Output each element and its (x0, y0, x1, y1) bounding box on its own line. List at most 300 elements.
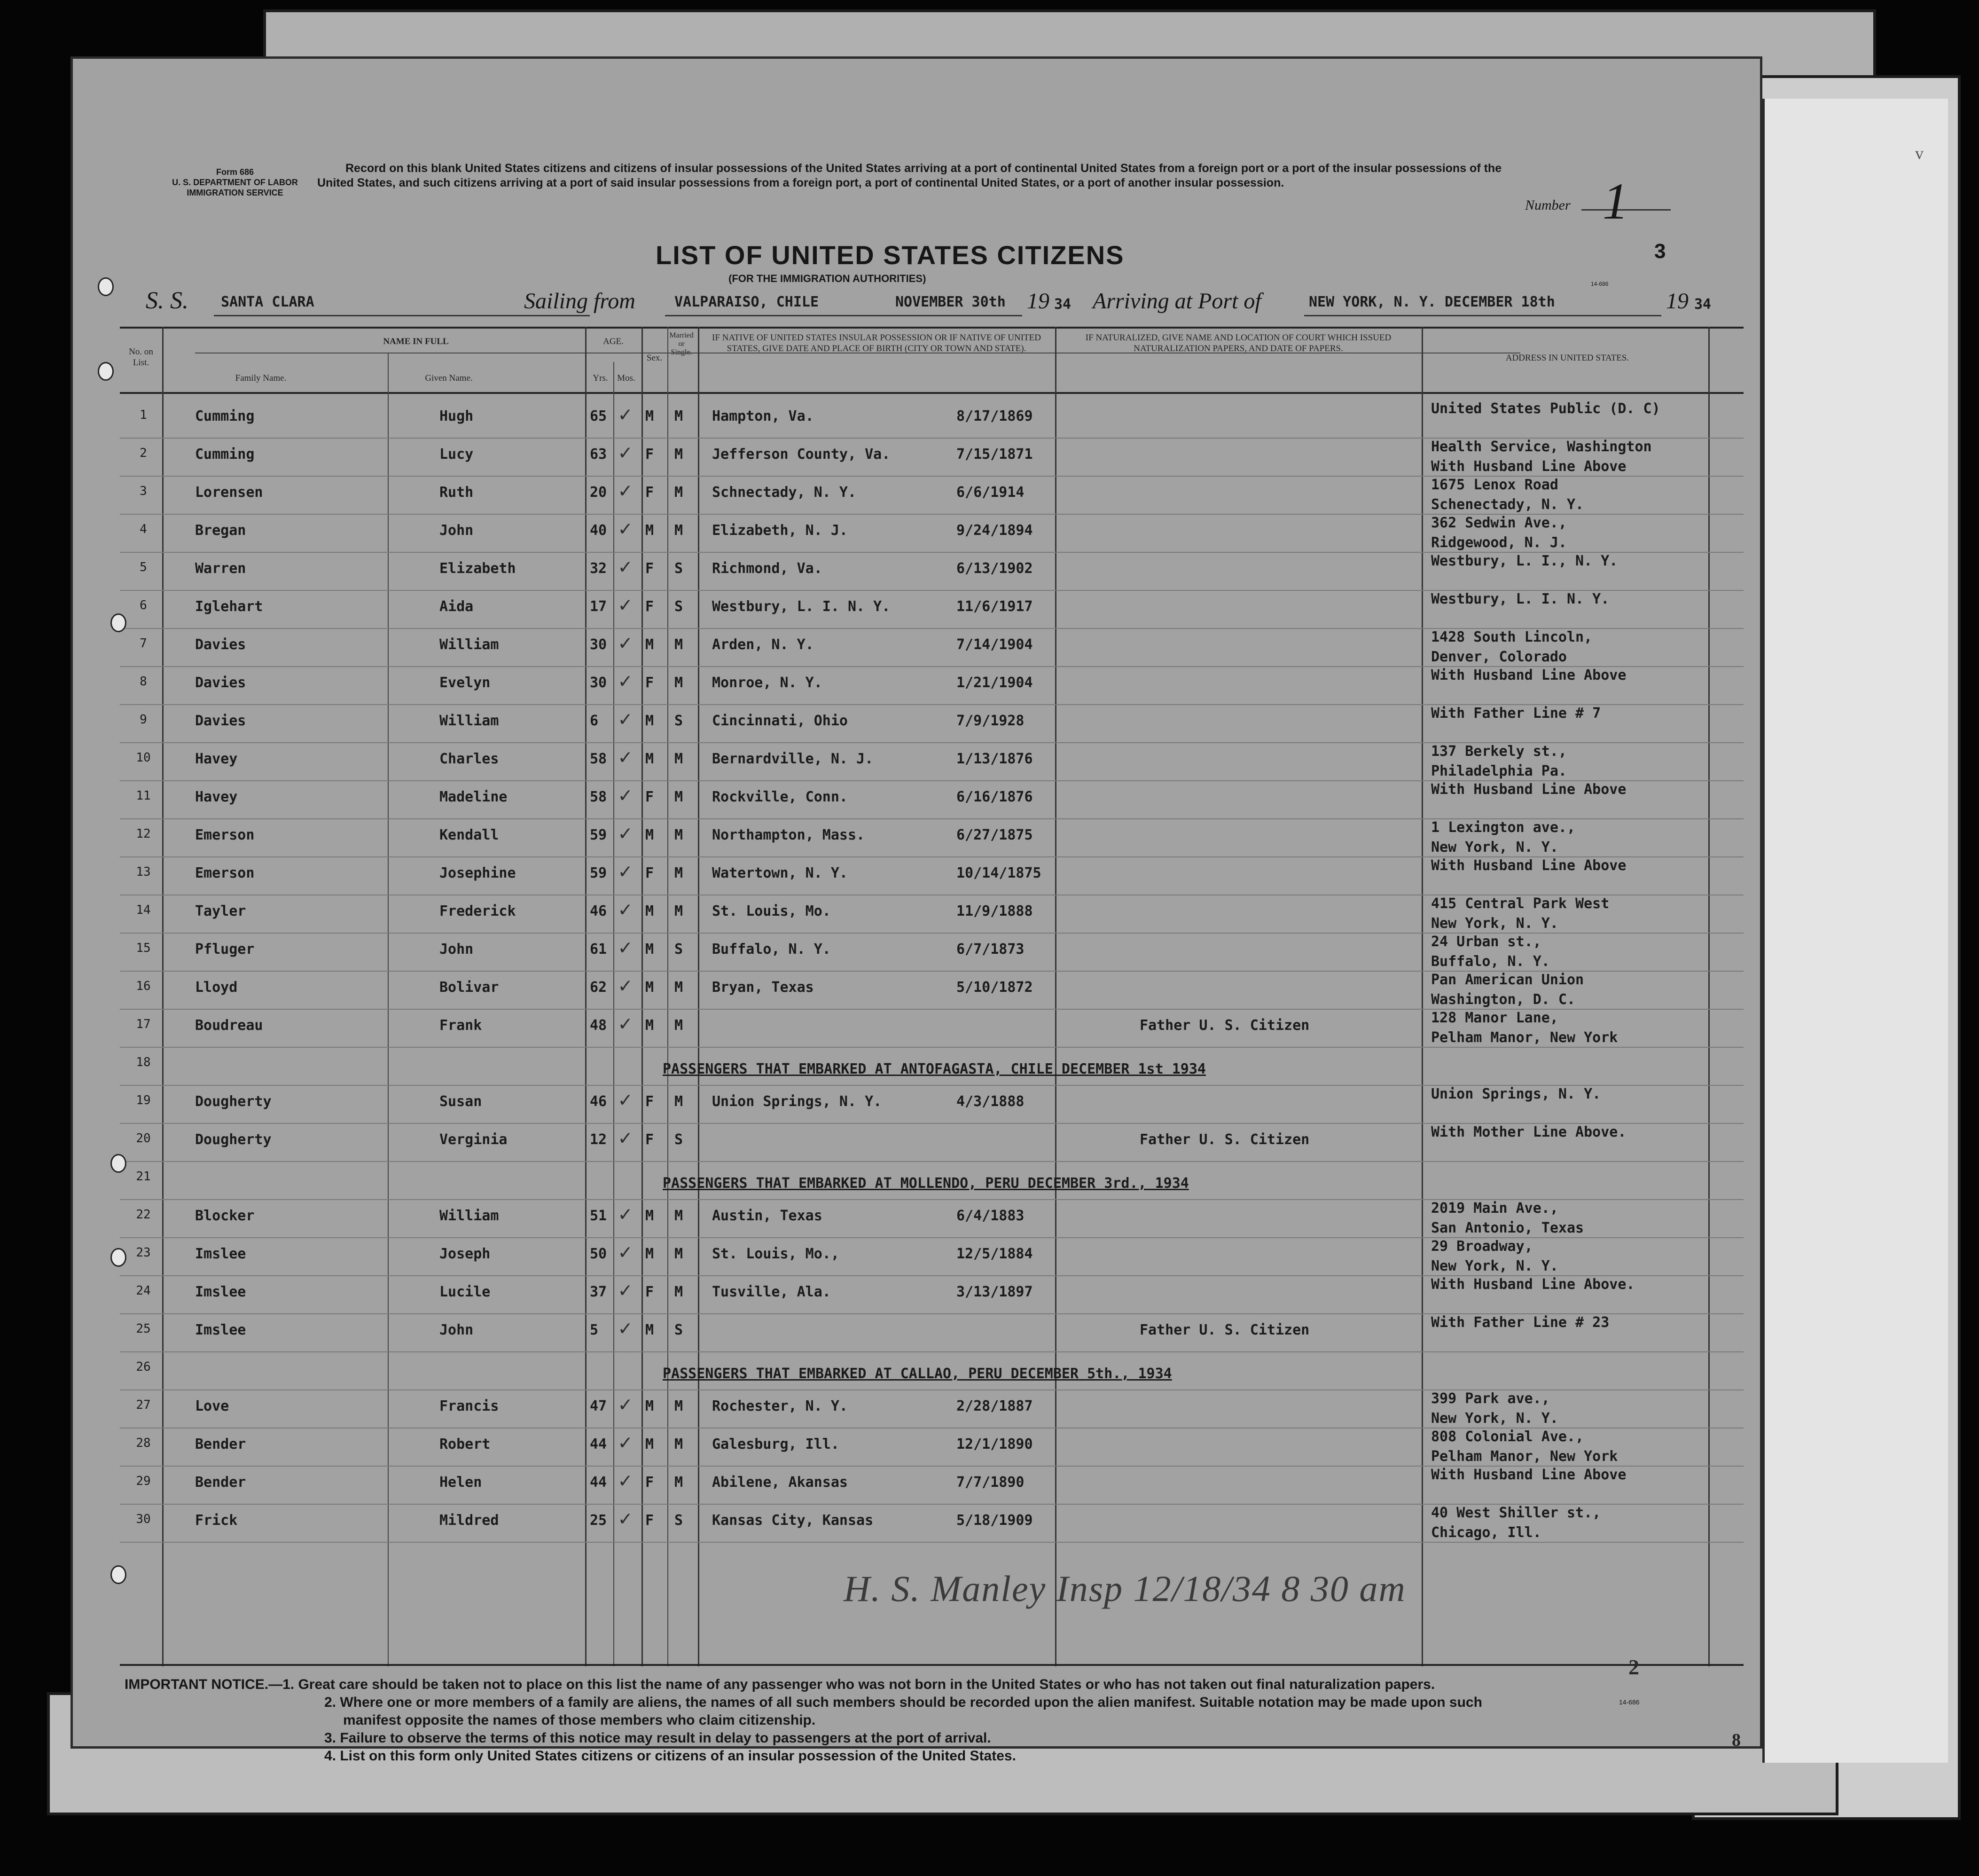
cell-sex: M (645, 1322, 654, 1338)
cell-marital-status: M (674, 636, 683, 653)
cell-sex: M (645, 941, 654, 958)
cell-address-line-2: New York, N. Y. (1431, 839, 1558, 856)
cell-address-line-1: 1675 Lenox Road (1431, 477, 1558, 493)
cell-birth-place: Tusville, Ala. (712, 1284, 831, 1300)
cell-birth-place: St. Louis, Mo., (712, 1246, 839, 1262)
table-row (120, 704, 1744, 743)
table-row (120, 1237, 1744, 1276)
cell-given-name: Elizabeth (439, 560, 516, 577)
cell-marital-status: M (674, 1093, 683, 1110)
cell-birth-date: 8/17/1869 (956, 408, 1033, 424)
table-row (120, 552, 1744, 591)
cell-given-name: William (439, 1208, 499, 1224)
cell-given-name: Josephine (439, 865, 516, 881)
cell-address-line-2: With Husband Line Above (1431, 458, 1627, 475)
cell-age-years: 62 (590, 979, 607, 996)
cell-marital-status: M (674, 446, 683, 463)
cell-address-line-1: Westbury, L. I. N. Y. (1431, 591, 1610, 607)
table-row (120, 895, 1744, 934)
cell-age-years: 44 (590, 1474, 607, 1491)
ship-name: SANTA CLARA (221, 294, 314, 310)
cell-list-number: 21 (136, 1170, 151, 1184)
cell-family-name: Imslee (195, 1246, 246, 1262)
check-mark-icon: ✓ (619, 1278, 632, 1302)
cell-birth-date: 7/15/1871 (956, 446, 1033, 463)
cell-list-number: 12 (136, 827, 151, 841)
cell-age-years: 58 (590, 751, 607, 767)
cell-family-name: Dougherty (195, 1093, 272, 1110)
cell-sex: M (645, 1398, 654, 1414)
table-row (120, 1199, 1744, 1238)
cell-sex: F (645, 865, 654, 881)
section-heading: PASSENGERS THAT EMBARKED AT ANTOFAGASTA, CHILE DECEMBER 1st 1934 (663, 1061, 1206, 1077)
arrival-year: 34 (1694, 296, 1712, 313)
cell-age-years: 30 (590, 675, 607, 691)
cell-age-years: 63 (590, 446, 607, 463)
check-mark-icon: ✓ (619, 1316, 632, 1340)
cell-family-name: Davies (195, 675, 246, 691)
cell-marital-status: M (674, 1017, 683, 1034)
cell-list-number: 24 (136, 1284, 151, 1298)
cell-family-name: Warren (195, 560, 246, 577)
notice-item-4: 4. List on this form only United States citizens or citizens of an insular possession of the United States. (324, 1748, 1016, 1764)
cell-list-number: 11 (136, 789, 151, 803)
cell-age-years: 61 (590, 941, 607, 958)
header-address: ADDRESS IN UNITED STATES. (1505, 353, 1629, 363)
cell-sex: F (645, 789, 654, 805)
cell-birth-date: 6/6/1914 (956, 484, 1025, 501)
form-number: Form 686 (216, 167, 254, 177)
cell-address-line-1: 399 Park ave., (1431, 1390, 1550, 1407)
cell-age-years: 37 (590, 1284, 607, 1300)
cell-list-number: 9 (140, 713, 147, 727)
cell-age-years: 48 (590, 1017, 607, 1034)
table-row (120, 1047, 1744, 1086)
table-row (120, 1389, 1744, 1429)
table-row (120, 1351, 1744, 1390)
cell-sex: M (645, 1017, 654, 1034)
cell-address-line-1: 415 Central Park West (1431, 895, 1610, 912)
cell-given-name: Evelyn (439, 675, 491, 691)
sailing-label: Sailing from (524, 289, 635, 314)
cell-family-name: Imslee (195, 1322, 246, 1338)
cell-birth-place: Schnectady, N. Y. (712, 484, 857, 501)
cell-list-number: 15 (136, 941, 151, 955)
table-row (120, 1161, 1744, 1200)
cell-birth-place: Buffalo, N. Y. (712, 941, 831, 958)
cell-naturalization: Father U. S. Citizen (1140, 1322, 1310, 1338)
cell-age-years: 25 (590, 1512, 607, 1529)
check-mark-icon: ✓ (619, 1088, 632, 1112)
header-married-single: Married or Single. (669, 331, 694, 356)
cell-marital-status: M (674, 751, 683, 767)
cell-age-years: 58 (590, 789, 607, 805)
table-row (120, 856, 1744, 895)
cell-address-line-1: 128 Manor Lane, (1431, 1010, 1558, 1026)
cell-marital-status: M (674, 675, 683, 691)
cell-family-name: Bender (195, 1474, 246, 1491)
cell-sex: F (645, 1131, 654, 1148)
cell-given-name: William (439, 713, 499, 729)
cell-marital-status: S (674, 1131, 683, 1148)
cell-birth-place: Galesburg, Ill. (712, 1436, 839, 1452)
cell-list-number: 7 (140, 636, 147, 651)
cell-birth-place: Elizabeth, N. J. (712, 522, 848, 539)
cell-birth-place: Northampton, Mass. (712, 827, 865, 843)
cell-family-name: Lorensen (195, 484, 263, 501)
cell-family-name: Cumming (195, 408, 255, 424)
cell-birth-place: Rochester, N. Y. (712, 1398, 848, 1414)
check-mark-icon: ✓ (619, 593, 632, 617)
cell-marital-status: M (674, 1436, 683, 1452)
table-row (120, 1123, 1744, 1162)
cell-sex: F (645, 1093, 654, 1110)
page-subtitle: (FOR THE IMMIGRATION AUTHORITIES) (728, 273, 926, 284)
cell-marital-status: M (674, 1284, 683, 1300)
cell-age-years: 50 (590, 1246, 607, 1262)
cell-birth-date: 1/21/1904 (956, 675, 1033, 691)
cell-given-name: Kendall (439, 827, 499, 843)
header-age: AGE. (603, 337, 624, 346)
cell-birth-date: 6/4/1883 (956, 1208, 1025, 1224)
table-row (120, 400, 1744, 439)
departure-port: VALPARAISO, CHILE (674, 294, 819, 310)
cell-naturalization: Father U. S. Citizen (1140, 1017, 1310, 1034)
header-years: Yrs. (593, 373, 608, 383)
arriving-label: Arriving at Port of (1093, 289, 1261, 314)
cell-address-line-2: Denver, Colorado (1431, 649, 1567, 665)
cell-address-line-2: New York, N. Y. (1431, 1410, 1558, 1427)
cell-list-number: 29 (136, 1474, 151, 1488)
cell-given-name: Francis (439, 1398, 499, 1414)
cell-birth-date: 6/27/1875 (956, 827, 1033, 843)
check-mark-icon: ✓ (619, 1240, 632, 1264)
cell-family-name: Havey (195, 789, 238, 805)
cell-address-line-2: Buffalo, N. Y. (1431, 953, 1550, 970)
cell-given-name: William (439, 636, 499, 653)
cell-marital-status: S (674, 598, 683, 615)
cell-family-name: Frick (195, 1512, 238, 1529)
cell-address-line-1: 1 Lexington ave., (1431, 819, 1576, 836)
cell-address-line-1: With Husband Line Above (1431, 781, 1627, 798)
check-mark-icon: ✓ (619, 1507, 632, 1531)
cell-sex: M (645, 827, 654, 843)
cell-list-number: 4 (140, 522, 147, 536)
cell-naturalization: Father U. S. Citizen (1140, 1131, 1310, 1148)
cell-marital-status: M (674, 1398, 683, 1414)
cell-birth-place: Bernardville, N. J. (712, 751, 874, 767)
cell-given-name: Verginia (439, 1131, 508, 1148)
cell-list-number: 27 (136, 1398, 151, 1412)
cell-given-name: Hugh (439, 408, 474, 424)
cell-birth-date: 7/14/1904 (956, 636, 1033, 653)
cell-sex: M (645, 713, 654, 729)
notice-item-3: 3. Failure to observe the terms of this notice may result in delay to passengers at the port of arrival. (324, 1730, 991, 1746)
table-row (120, 971, 1744, 1010)
cell-list-number: 22 (136, 1208, 151, 1222)
cell-address-line-1: With Father Line # 23 (1431, 1314, 1610, 1331)
punch-hole (98, 362, 114, 381)
ss-label: S. S. (146, 287, 188, 314)
section-heading: PASSENGERS THAT EMBARKED AT CALLAO, PERU DECEMBER 5th., 1934 (663, 1366, 1172, 1382)
manifest-table (120, 327, 1744, 1666)
punch-hole (110, 613, 126, 632)
page-number: 3 (1654, 240, 1666, 263)
header-given-name: Given Name. (425, 373, 473, 383)
sail-year: 34 (1054, 296, 1072, 313)
cell-age-years: 12 (590, 1131, 607, 1148)
header-no: No. on List. (129, 347, 153, 368)
cell-birth-place: Bryan, Texas (712, 979, 814, 996)
cell-marital-status: S (674, 1512, 683, 1529)
notice-item-2-continued: manifest opposite the names of those members who claim citizenship. (343, 1712, 816, 1728)
cell-list-number: 14 (136, 903, 151, 917)
cell-birth-date: 12/1/1890 (956, 1436, 1033, 1452)
cell-list-number: 3 (140, 484, 147, 498)
cell-marital-status: M (674, 484, 683, 501)
page-title: LIST OF UNITED STATES CITIZENS (656, 240, 1125, 270)
cell-address-line-2: New York, N. Y. (1431, 1258, 1558, 1274)
check-mark-icon: ✓ (619, 707, 632, 731)
cell-given-name: Lucy (439, 446, 474, 463)
cell-address-line-2: Philadelphia Pa. (1431, 763, 1567, 779)
cell-age-years: 46 (590, 1093, 607, 1110)
cell-birth-place: Watertown, N. Y. (712, 865, 848, 881)
cell-address-line-1: With Husband Line Above. (1431, 1276, 1635, 1293)
cell-birth-place: Monroe, N. Y. (712, 675, 822, 691)
cell-given-name: John (439, 941, 474, 958)
cell-address-line-2: Pelham Manor, New York (1431, 1448, 1618, 1465)
table-row (120, 1275, 1744, 1314)
punch-hole (110, 1565, 126, 1584)
cell-marital-status: M (674, 408, 683, 424)
strip-mark: v (1915, 144, 1924, 163)
cell-marital-status: M (674, 1208, 683, 1224)
cell-sex: F (645, 1474, 654, 1491)
table-row (120, 628, 1744, 667)
cell-birth-place: Jefferson County, Va. (712, 446, 891, 463)
cell-list-number: 28 (136, 1436, 151, 1450)
cell-birth-place: St. Louis, Mo. (712, 903, 831, 919)
table-row (120, 1466, 1744, 1505)
corner-mark: 8 (1732, 1730, 1741, 1750)
check-mark-icon: ✓ (619, 1202, 632, 1226)
check-mark-icon: ✓ (619, 440, 632, 464)
cell-age-years: 17 (590, 598, 607, 615)
check-mark-icon: ✓ (619, 1012, 632, 1036)
cell-list-number: 20 (136, 1131, 151, 1146)
cell-birth-date: 1/13/1876 (956, 751, 1033, 767)
cell-address-line-1: With Mother Line Above. (1431, 1124, 1627, 1140)
form-instructions: Record on this blank United States citizens and citizens of insular possessions of the United States arriving at a port of continental United States from a foreign port or a port of the insular possessions of the United States, and such citizens arriving at a port of said insular possessions from a foreign port, a port of continental United States, or a port of another insular possession. (317, 162, 1502, 189)
check-mark-icon: ✓ (619, 669, 632, 693)
cell-birth-place: Kansas City, Kansas (712, 1512, 874, 1529)
table-row (120, 1504, 1744, 1543)
number-value: 1 (1603, 173, 1628, 230)
ship-line (214, 315, 590, 316)
cell-birth-date: 2/28/1887 (956, 1398, 1033, 1414)
cell-sex: M (645, 751, 654, 767)
cell-birth-date: 11/6/1917 (956, 598, 1033, 615)
table-body (120, 400, 1744, 1659)
cell-family-name: Blocker (195, 1208, 255, 1224)
cell-family-name: Davies (195, 636, 246, 653)
cell-birth-date: 11/9/1888 (956, 903, 1033, 919)
cell-given-name: Aida (439, 598, 474, 615)
cell-birth-place: Arden, N. Y. (712, 636, 814, 653)
cell-address-line-2: Pelham Manor, New York (1431, 1029, 1618, 1046)
cell-marital-status: M (674, 979, 683, 996)
cell-marital-status: S (674, 1322, 683, 1338)
cell-birth-place: Rockville, Conn. (712, 789, 848, 805)
cell-address-line-1: 2019 Main Ave., (1431, 1200, 1558, 1217)
cell-list-number: 23 (136, 1246, 151, 1260)
cell-age-years: 51 (590, 1208, 607, 1224)
cell-birth-date: 4/3/1888 (956, 1093, 1025, 1110)
cell-address-line-1: 137 Berkely st., (1431, 743, 1567, 760)
cell-birth-place: Cincinnati, Ohio (712, 713, 848, 729)
cell-sex: F (645, 446, 654, 463)
sailing-line (665, 315, 1022, 316)
header-sex: Sex. (646, 353, 663, 363)
cell-birth-date: 12/5/1884 (956, 1246, 1033, 1262)
arrival-year-prefix: 19 (1666, 289, 1689, 314)
cell-sex: M (645, 903, 654, 919)
cell-address-line-2: San Antonio, Texas (1431, 1220, 1584, 1236)
cell-given-name: Susan (439, 1093, 482, 1110)
cell-birth-date: 10/14/1875 (956, 865, 1041, 881)
form-header (162, 167, 308, 198)
cell-given-name: Frank (439, 1017, 482, 1034)
cell-address-line-1: Union Springs, N. Y. (1431, 1086, 1601, 1102)
cell-birth-place: Westbury, L. I. N. Y. (712, 598, 891, 615)
cell-list-number: 2 (140, 446, 147, 460)
cell-sex: M (645, 1246, 654, 1262)
cell-given-name: Charles (439, 751, 499, 767)
notice-code: 14-686 (1619, 1698, 1640, 1706)
cell-marital-status: M (674, 827, 683, 843)
sail-year-prefix: 19 (1027, 289, 1049, 314)
notice-line-1 (125, 1676, 1746, 1694)
cell-address-line-2: Chicago, Ill. (1431, 1524, 1541, 1541)
cell-birth-date: 5/10/1872 (956, 979, 1033, 996)
check-mark-icon: ✓ (619, 517, 632, 541)
table-row (120, 1085, 1744, 1124)
check-mark-icon: ✓ (619, 935, 632, 959)
cell-birth-place: Union Springs, N. Y. (712, 1093, 882, 1110)
check-mark-icon: ✓ (619, 1430, 632, 1454)
check-mark-icon: ✓ (619, 631, 632, 655)
cell-family-name: Tayler (195, 903, 246, 919)
cell-family-name: Boudreau (195, 1017, 263, 1034)
cell-given-name: Frederick (439, 903, 516, 919)
adjacent-page-strip (1762, 99, 1948, 1763)
service-name: IMMIGRATION SERVICE (187, 188, 283, 197)
cell-list-number: 25 (136, 1322, 151, 1336)
cell-address-line-1: With Husband Line Above (1431, 667, 1627, 683)
check-mark-icon: ✓ (619, 402, 632, 426)
cell-address-line-1: Westbury, L. I., N. Y. (1431, 553, 1618, 569)
punch-hole (110, 1154, 126, 1173)
cell-birth-date: 7/7/1890 (956, 1474, 1025, 1491)
cell-age-years: 59 (590, 865, 607, 881)
table-row (120, 438, 1744, 477)
cell-birth-date: 6/13/1902 (956, 560, 1033, 577)
cell-marital-status: S (674, 560, 683, 577)
cell-sex: M (645, 522, 654, 539)
manifest-sheet (70, 56, 1762, 1764)
cell-family-name: Cumming (195, 446, 255, 463)
arrival-port: NEW YORK, N. Y. DECEMBER 18th (1309, 294, 1555, 310)
cell-given-name: John (439, 1322, 474, 1338)
check-mark-icon: ✓ (619, 973, 632, 997)
cell-address-line-1: 29 Broadway, (1431, 1238, 1533, 1255)
check-mark-icon: ✓ (619, 555, 632, 579)
cell-address-line-1: With Father Line # 7 (1431, 705, 1601, 722)
cell-list-number: 6 (140, 598, 147, 612)
table-row (120, 1009, 1744, 1048)
cell-age-years: 65 (590, 408, 607, 424)
cell-family-name: Pfluger (195, 941, 255, 958)
table-row (120, 780, 1744, 819)
cell-marital-status: M (674, 1246, 683, 1262)
table-row (120, 742, 1744, 781)
cell-list-number: 18 (136, 1055, 151, 1069)
cell-list-number: 17 (136, 1017, 151, 1031)
cell-address-line-1: 1428 South Lincoln, (1431, 629, 1593, 645)
inspector-signature: H. S. Manley Insp 12/18/34 8 30 am (844, 1568, 1406, 1609)
cell-age-years: 5 (590, 1322, 599, 1338)
cell-list-number: 13 (136, 865, 151, 879)
check-mark-icon: ✓ (619, 1468, 632, 1492)
table-row (120, 514, 1744, 553)
cell-family-name: Love (195, 1398, 229, 1414)
cell-given-name: Helen (439, 1474, 482, 1491)
cell-marital-status: M (674, 789, 683, 805)
cell-address-line-1: 362 Sedwin Ave., (1431, 515, 1567, 531)
check-mark-icon: ✓ (619, 745, 632, 769)
header-months: Mos. (617, 373, 635, 383)
check-mark-icon: ✓ (619, 783, 632, 807)
cell-family-name: Havey (195, 751, 238, 767)
cell-birth-date: 3/13/1897 (956, 1284, 1033, 1300)
cell-list-number: 5 (140, 560, 147, 574)
header-name-in-full: NAME IN FULL (383, 337, 449, 346)
cell-age-years: 44 (590, 1436, 607, 1452)
header-birth: IF NATIVE OF UNITED STATES INSULAR POSSESSION OR IF NATIVE OF UNITED STATES, GIVE DATE AND PLACE OF BIRTH (CITY OR TOWN AND STATE). (712, 333, 1041, 353)
cell-address-line-1: Pan American Union (1431, 972, 1584, 988)
cell-marital-status: M (674, 865, 683, 881)
cell-age-years: 32 (590, 560, 607, 577)
cell-list-number: 10 (136, 751, 151, 765)
table-row (120, 933, 1744, 972)
cell-given-name: John (439, 522, 474, 539)
cell-age-years: 30 (590, 636, 607, 653)
important-notice (125, 1676, 1746, 1765)
cell-list-number: 19 (136, 1093, 151, 1107)
cell-sex: F (645, 1512, 654, 1529)
cell-marital-status: M (674, 903, 683, 919)
cell-sex: F (645, 560, 654, 577)
header-family-name: Family Name. (235, 373, 287, 383)
cell-marital-status: S (674, 713, 683, 729)
cell-sex: F (645, 484, 654, 501)
cell-family-name: Dougherty (195, 1131, 272, 1148)
cell-given-name: Mildred (439, 1512, 499, 1529)
cell-given-name: Joseph (439, 1246, 491, 1262)
cell-sex: F (645, 1284, 654, 1300)
cell-address-line-1: With Husband Line Above (1431, 857, 1627, 874)
